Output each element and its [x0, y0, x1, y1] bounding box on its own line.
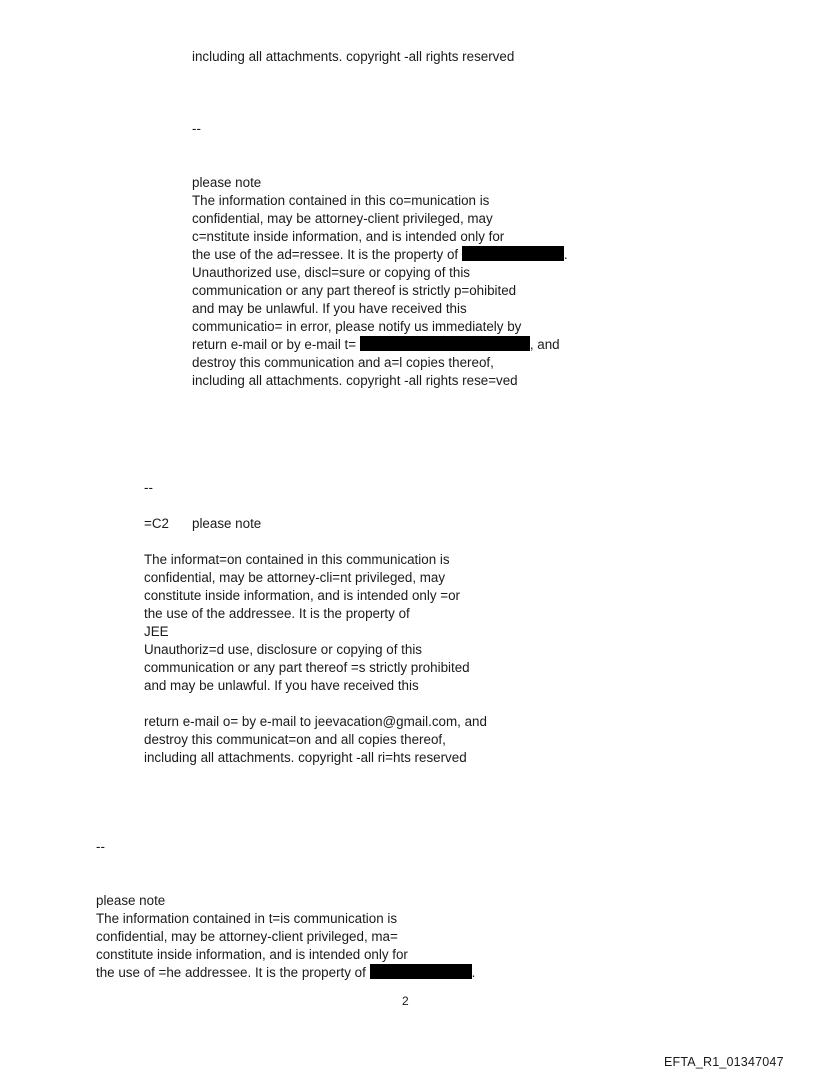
text-line: including all attachments. copyright -all ri=hts reserved — [144, 750, 467, 765]
text-line: including all attachments. copyright -all rights reserved — [192, 49, 515, 64]
text-line: The informat=on contained in this communication is — [144, 552, 450, 567]
page-number: 2 — [402, 994, 409, 1008]
separator: -- — [144, 480, 153, 495]
text-line: destroy this communication and a=l copies thereof, — [192, 355, 494, 370]
text-line: c=nstitute inside information, and is intended only for — [192, 229, 505, 244]
notice-heading-line — [144, 515, 261, 533]
text-line — [96, 964, 475, 982]
text-line: return e-mail o= by e-mail to jeevacation@gmail.com, and — [144, 714, 487, 729]
text-segment: , and — [529, 337, 560, 352]
text-line: the use of the addressee. It is the property of — [144, 606, 410, 621]
separator: -- — [96, 839, 105, 854]
notice-heading: please note — [192, 516, 262, 531]
text-line: communication or any part thereof is strictly p=ohibited — [192, 283, 517, 298]
text-segment: . — [471, 965, 476, 980]
text-line: The information contained in t=is communication is — [96, 911, 398, 926]
text-line: communicatio= in error, please notify us immediately by — [192, 319, 522, 334]
redaction-box — [360, 336, 530, 351]
text-segment: the use of the ad=ressee. It is the property of — [192, 247, 459, 262]
text-line: Unauthoriz=d use, disclosure or copying of this — [144, 642, 423, 657]
notice-heading: please note — [192, 175, 262, 190]
separator: -- — [192, 121, 201, 136]
text-line: communication or any part thereof =s strictly prohibited — [144, 660, 470, 675]
text-line: JEE — [144, 624, 169, 639]
document-id: EFTA_R1_01347047 — [664, 1055, 784, 1069]
text-line: and may be unlawful. If you have received this — [144, 678, 419, 693]
text-line: including all attachments. copyright -all rights rese=ved — [192, 373, 518, 388]
notice-heading: please note — [96, 893, 166, 908]
text-line — [192, 246, 568, 264]
text-line: constitute inside information, and is intended only =or — [144, 588, 460, 603]
text-line — [192, 336, 560, 354]
text-line: Unauthorized use, discl=sure or copying of this — [192, 265, 471, 280]
text-line: and may be unlawful. If you have received this — [192, 301, 467, 316]
text-segment: the use of =he addressee. It is the property of — [96, 965, 366, 980]
text-line: confidential, may be attorney-client privileged, may — [192, 211, 493, 226]
redaction-box — [462, 246, 564, 261]
text-line: destroy this communicat=on and all copies thereof, — [144, 732, 446, 747]
text-segment: . — [563, 247, 568, 262]
text-line: constitute inside information, and is intended only for — [96, 947, 408, 962]
text-line: confidential, may be attorney-client privileged, ma= — [96, 929, 398, 944]
text-line: The information contained in this co=munication is — [192, 193, 490, 208]
text-line: confidential, may be attorney-cli=nt privileged, may — [144, 570, 446, 585]
encoding-prefix: =C2 — [144, 516, 169, 531]
text-segment: return e-mail or by e-mail t= — [192, 337, 357, 352]
redaction-box — [370, 964, 472, 979]
